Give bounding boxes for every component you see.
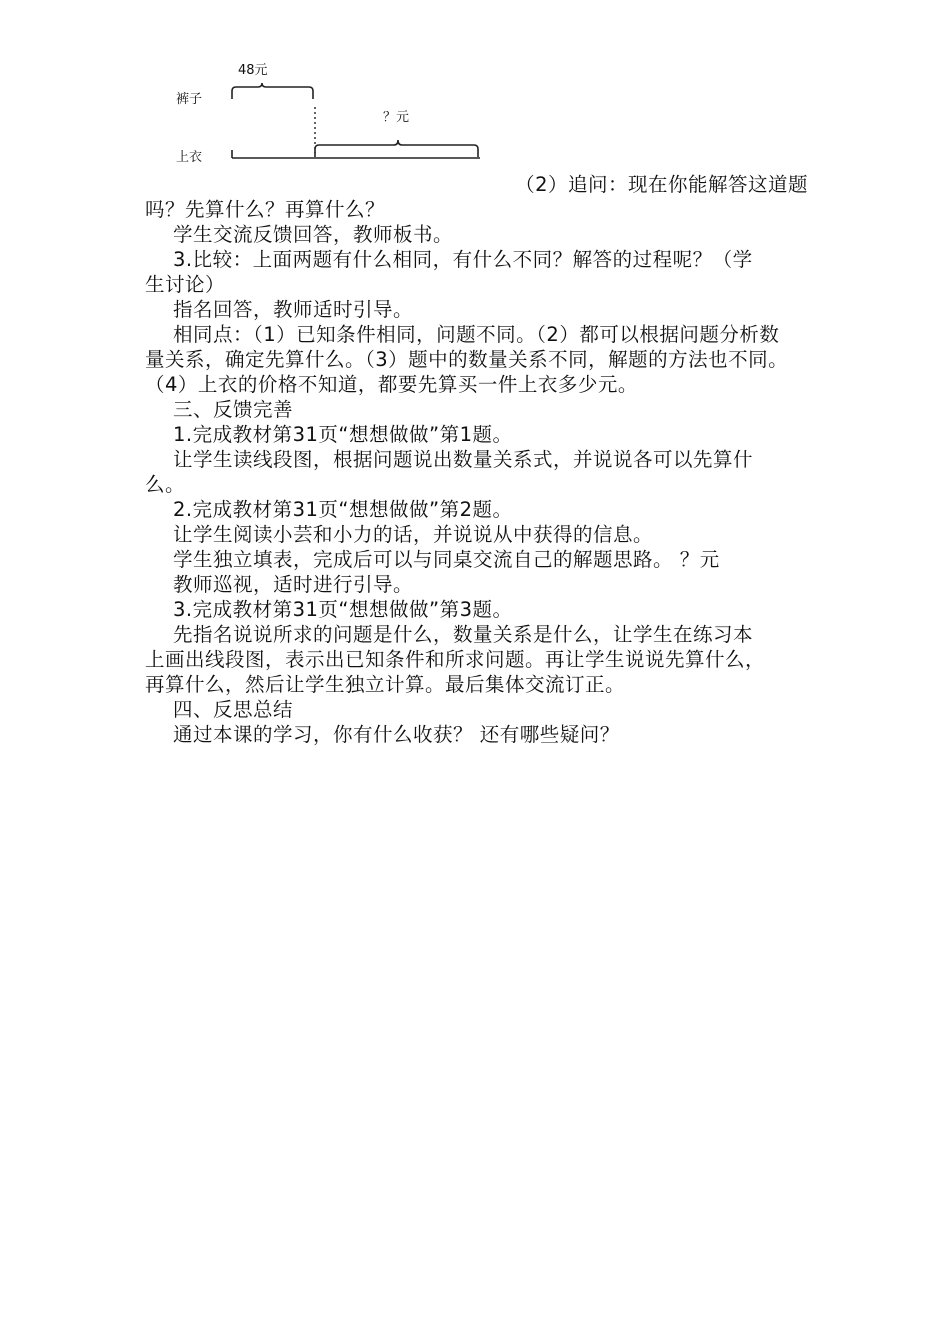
shirt-price-label: ？元 (383, 110, 410, 125)
text-line: 学生交流反馈回答，教师板书。 (173, 223, 454, 246)
line-segment-diagram (170, 55, 500, 175)
text-line: 上画出线段图，表示出已知条件和所求问题。再让学生说说先算什么， (145, 648, 766, 671)
diagram-drawing (170, 55, 500, 175)
text-line: 教师巡视，适时进行引导。 (173, 573, 414, 596)
text-line: 再算什么，然后让学生独立计算。最后集体交流订正。 (145, 673, 626, 696)
text-line: （2）追问：现在你能解答这道题 (515, 173, 808, 196)
text-line: 1.完成教材第31页“想想做做”第1题。 (173, 423, 513, 446)
pants-price-label: 48元 (238, 63, 268, 78)
text-line: 相同点：（1）已知条件相同，问题不同。（2）都可以根据问题分析数 (173, 323, 780, 346)
document-body (145, 172, 810, 747)
pants-label: 裤子 (176, 92, 203, 107)
text-line: 3.比较：上面两题有什么相同，有什么不同？解答的过程呢？（学 (173, 248, 753, 271)
text-line: 2.完成教材第31页“想想做做”第2题。 (173, 498, 513, 521)
text-line: 让学生读线段图，根据问题说出数量关系式，并说说各可以先算什 (173, 448, 754, 471)
text-line: 学生独立填表，完成后可以与同桌交流自己的解题思路。 ？元 (173, 548, 720, 571)
text-line: 生讨论） (145, 273, 226, 296)
text-line: 指名回答，教师适时引导。 (173, 298, 414, 321)
text-line: 通过本课的学习，你有什么收获？ 还有哪些疑问？ (173, 723, 620, 746)
text-line: 先指名说说所求的问题是什么，数量关系是什么，让学生在练习本 (173, 623, 754, 646)
text-line: 量关系，确定先算什么。（3）题中的数量关系不同，解题的方法也不同。 (145, 348, 789, 371)
text-line: 让学生阅读小芸和小力的话，并说说从中获得的信息。 (173, 523, 654, 546)
text-line: 吗？先算什么？再算什么？ (145, 198, 386, 221)
text-line: 3.完成教材第31页“想想做做”第3题。 (173, 598, 513, 621)
text-line: 么。 (145, 473, 186, 496)
section-heading: 四、反思总结 (173, 698, 294, 721)
text-line: （4）上衣的价格不知道，都要先算买一件上衣多少元。 (145, 373, 638, 396)
shirt-label: 上衣 (176, 150, 203, 165)
section-heading: 三、反馈完善 (173, 398, 294, 421)
